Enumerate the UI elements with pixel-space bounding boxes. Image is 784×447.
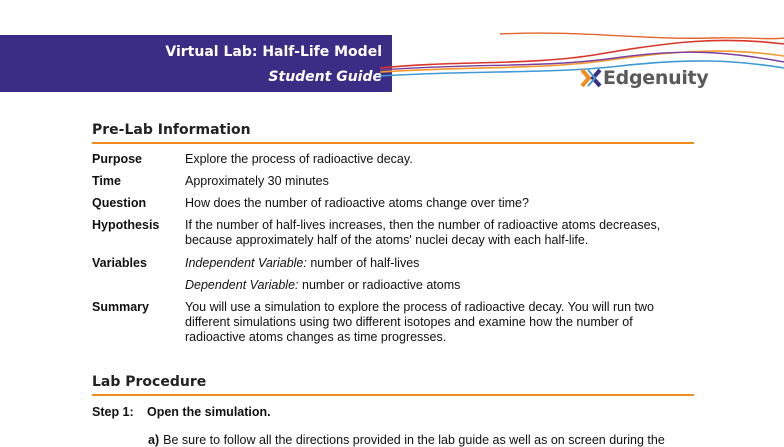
substep-marker: a)	[148, 433, 160, 447]
row-label: Hypothesis	[92, 218, 160, 232]
row-value: If the number of half-lives increases, then the number of radioactive atoms decreases, because approximately half of the atoms' nuclei decay with each half-life.	[185, 218, 661, 247]
edgenuity-logo	[580, 66, 708, 90]
document-title: Virtual Lab: Half-Life Model	[165, 44, 382, 60]
row-label: Question	[92, 196, 147, 210]
row-value: Explore the process of radioactive decay.	[185, 152, 413, 166]
row-value: Approximately 30 minutes	[185, 174, 329, 188]
row-label: Time	[92, 174, 121, 188]
row-label: Summary	[92, 300, 149, 314]
variable-text: number of half-lives	[306, 256, 420, 270]
procedure-heading: Lab Procedure	[92, 374, 694, 396]
step-label: Step 1:	[92, 405, 134, 419]
row-value: You will use a simulation to explore the process of radioactive decay. You will run two different simulations using two different isotopes and examine how the number of radioactive atoms changes as time progresses.	[185, 300, 655, 344]
substep-text: Be sure to follow all the directions provided in the lab guide as well as on screen during the	[163, 433, 665, 447]
variable-text: number or radioactive atoms	[298, 278, 461, 292]
row-label: Purpose	[92, 152, 143, 166]
row-label: Variables	[92, 256, 147, 270]
prelab-heading: Pre-Lab Information	[92, 122, 694, 144]
logo-text: Edgenuity	[603, 67, 709, 89]
variable-type: Dependent Variable:	[185, 278, 299, 292]
row-value	[185, 256, 685, 271]
header-banner	[0, 35, 392, 92]
row-value: How does the number of radioactive atoms change over time?	[185, 196, 529, 210]
step-title: Open the simulation.	[147, 405, 271, 419]
substep-a	[148, 433, 665, 447]
variable-type: Independent Variable:	[185, 256, 307, 270]
step-1	[92, 405, 271, 419]
document-subtitle: Student Guide	[268, 69, 382, 85]
row-value	[185, 278, 685, 293]
edgenuity-x-icon	[580, 67, 602, 89]
